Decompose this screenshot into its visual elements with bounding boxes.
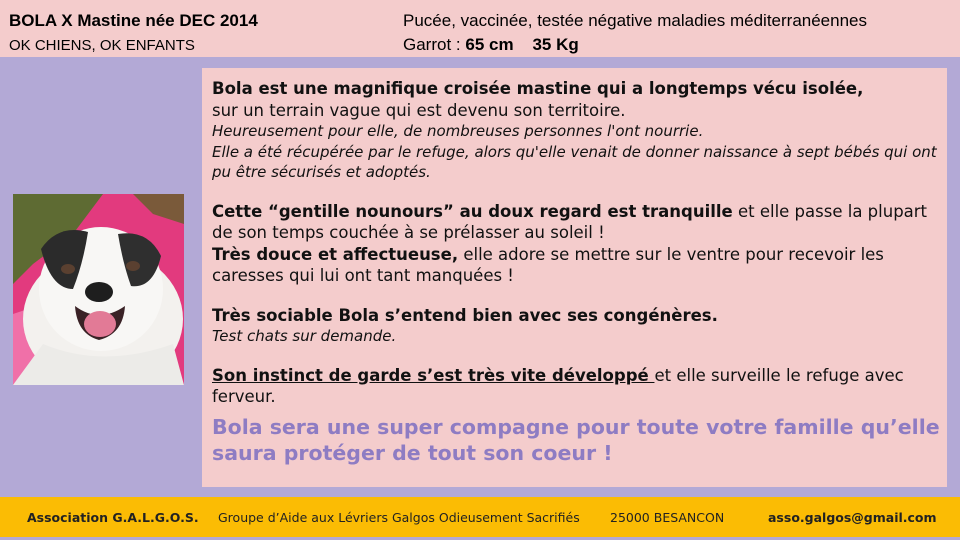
description-text: [212, 78, 942, 466]
description-panel: [202, 68, 947, 487]
closing-statement: Bola sera une super compagne pour toute votre famille qu’elle saura protéger de tout son coeur !: [212, 414, 940, 465]
sociability-paragraph: [212, 305, 942, 327]
affection-rest: elle adore se mettre sur le ventre pour recevoir les caresses qui lui ont tant manquées !: [212, 244, 884, 285]
intro-paragraph: [212, 78, 942, 121]
guard-rest: et elle surveille le refuge avec ferveur.: [212, 365, 904, 406]
intro-bold: Bola est une magnifique croisée mastine qui a longtemps vécu isolée,: [212, 79, 864, 98]
association-city: 25000 BESANCON: [610, 510, 725, 525]
temperament-paragraph: [212, 201, 942, 244]
dog-photo-illustration: [13, 194, 184, 385]
dog-title: BOLA X Mastine née DEC 2014: [9, 11, 258, 30]
sociability-bold: Très sociable Bola s’entend bien avec ses congénères.: [212, 305, 718, 325]
dog-photo: [13, 194, 184, 385]
footer-banner: [0, 497, 960, 537]
fed-note: Heureusement pour elle, de nombreuses personnes l'ont nourrie.: [212, 122, 704, 140]
association-full-name: Groupe d’Aide aux Lévriers Galgos Odieusement Sacrifiés: [218, 510, 580, 525]
affection-paragraph: [212, 244, 942, 287]
intro-rest: sur un terrain vague qui est devenu son territoire.: [212, 100, 626, 120]
contact-email[interactable]: asso.galgos@gmail.com: [768, 510, 937, 525]
temperament-rest: et elle passe la plupart de son temps couchée à se prélasser au soleil !: [212, 201, 928, 242]
cats-test-note: Test chats sur demande.: [212, 327, 397, 345]
garrot-label: Garrot :: [403, 35, 466, 54]
guard-paragraph: [212, 365, 942, 408]
rescue-note: Elle a été récupérée par le refuge, alors qu'elle venait de donner naissance à sept bébés qui ont pu être sécurisés et adoptés.: [212, 142, 937, 181]
height-value: 65 cm: [465, 35, 514, 54]
guard-bold: Son instinct de garde s’est très vite développé: [212, 365, 655, 385]
dog-compatibility: OK CHIENS, OK ENFANTS: [9, 37, 195, 54]
size-info: [403, 35, 579, 55]
temperament-bold: Cette “gentille nounours” au doux regard est tranquille: [212, 201, 733, 221]
affection-bold: Très douce et affectueuse,: [212, 244, 459, 264]
health-status: Pucée, vaccinée, testée négative maladies méditerranéennes: [403, 11, 868, 30]
header-banner: [0, 0, 960, 57]
weight-value: 35 Kg: [532, 35, 579, 54]
association-name: Association G.A.L.G.O.S.: [27, 510, 199, 525]
